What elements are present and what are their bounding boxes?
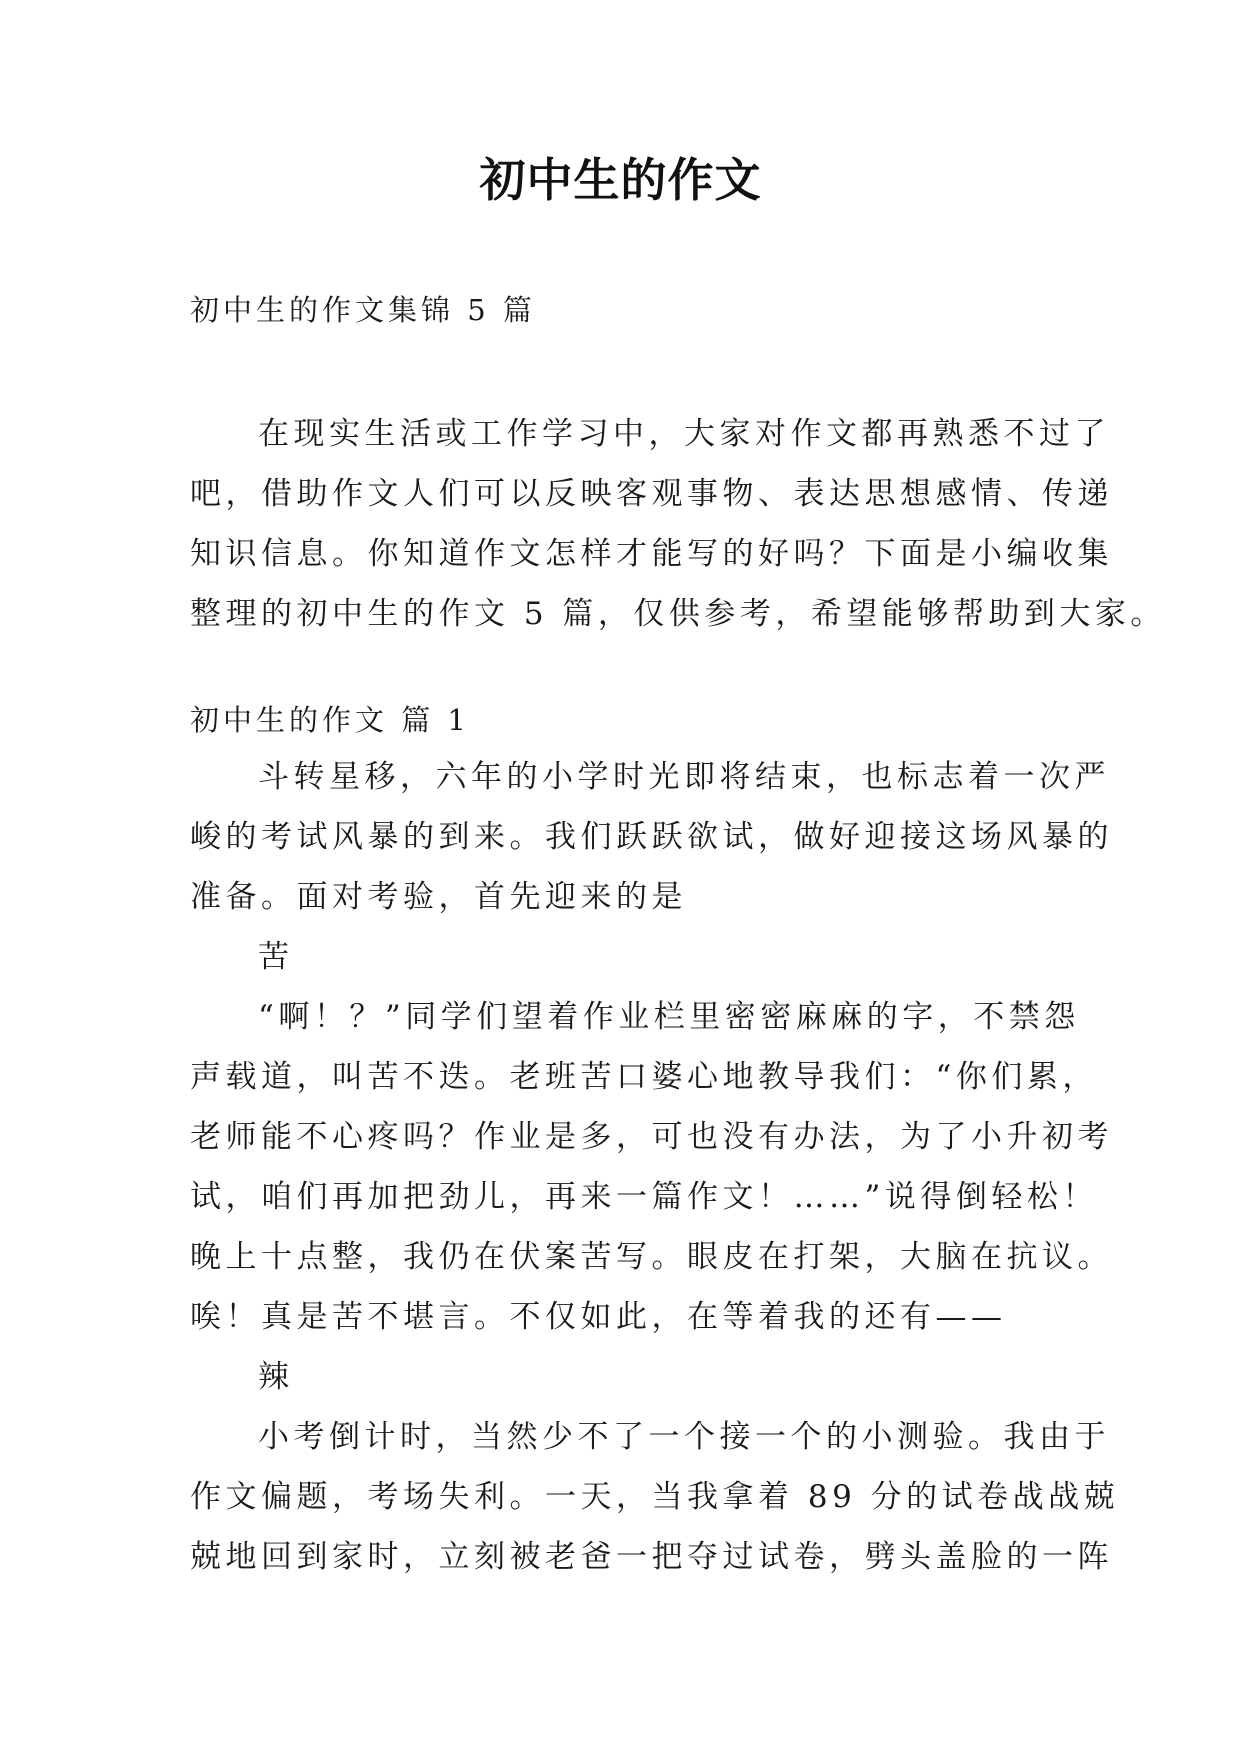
section-line: 兢地回到家时，立刻被老爸一把夺过试卷，劈头盖脸的一阵 [190,1539,1113,1575]
section-line: 辣 [258,1359,294,1395]
section-line: 老师能不心疼吗？作业是多，可也没有办法，为了小升初考 [190,1119,1113,1155]
section-line: 小考倒计时，当然少不了一个接一个的小测验。我由于 [258,1419,1110,1455]
intro-line: 知识信息。你知道作文怎样才能写的好吗？下面是小编收集 [190,536,1113,572]
section-line: 峻的考试风暴的到来。我们跃跃欲试，做好迎接这场风暴的 [190,819,1113,855]
intro-paragraph [190,404,1166,644]
section-line: 试，咱们再加把劲儿，再来一篇作文！……”说得倒轻松！ [190,1179,1098,1215]
section-line: 声载道，叫苦不迭。老班苦口婆心地教导我们：“你们累， [190,1059,1098,1095]
section-line: 作文偏题，考场失利。一天，当我拿着 89 分的试卷战战兢 [190,1479,1120,1515]
section-line: 斗转星移，六年的小学时光即将结束，也标志着一次严 [258,759,1110,795]
section-body [190,747,1120,1587]
intro-line: 在现实生活或工作学习中，大家对作文都再熟悉不过了 [258,416,1110,452]
document-subtitle: 初中生的作文集锦 5 篇 [190,293,536,327]
section-line: 唉！真是苦不堪言。不仅如此，在等着我的还有—— [190,1299,1007,1335]
intro-line: 整理的初中生的作文 5 篇，仅供参考，希望能够帮助到大家。 [190,596,1166,632]
section-line: 准备。面对考验，首先迎来的是 [190,879,687,915]
intro-line: 吧，借助作文人们可以反映客观事物、表达思想感情、传递 [190,476,1113,512]
section-line: 苦 [258,939,294,975]
section-line: 晚上十点整，我仍在伏案苦写。眼皮在打架，大脑在抗议。 [190,1239,1113,1275]
section-line: “啊！？”同学们望着作业栏里密密麻麻的字，不禁怨 [258,999,1080,1035]
section-heading: 初中生的作文 篇 1 [190,703,470,737]
document-title: 初中生的作文 [479,153,762,207]
